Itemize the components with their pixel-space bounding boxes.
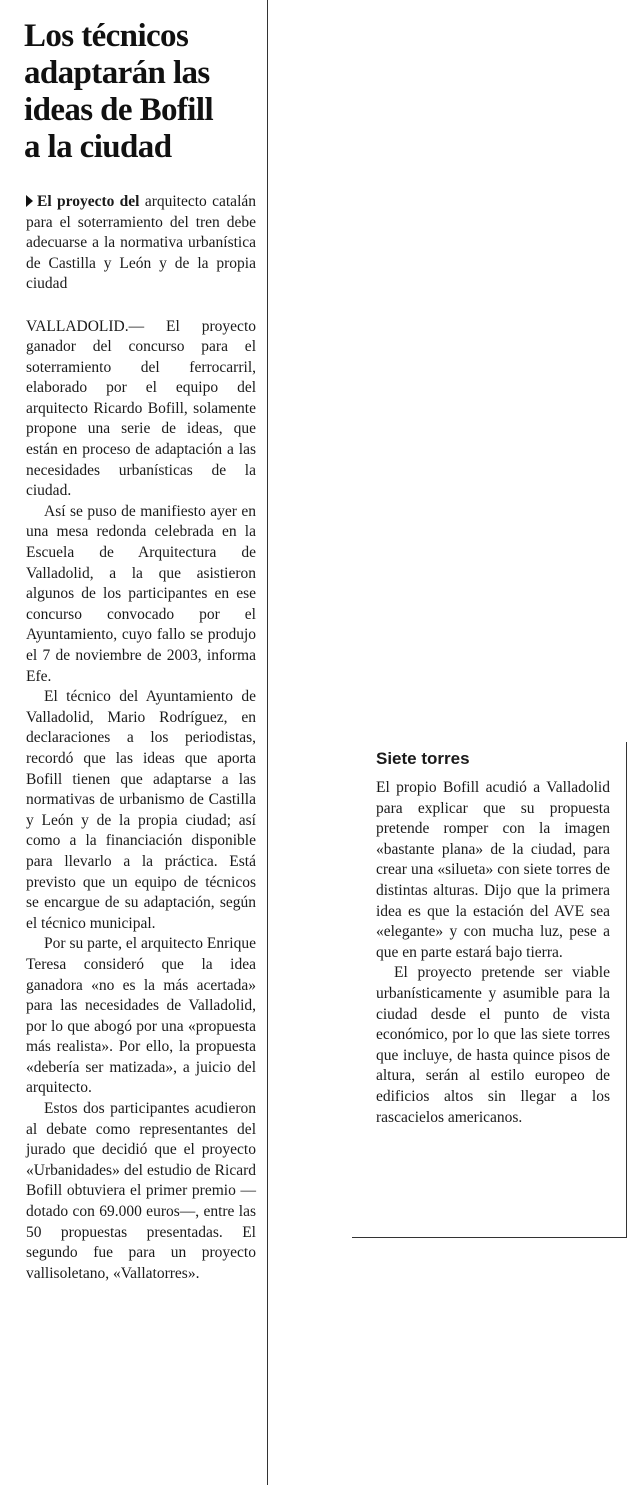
sidebar-paragraph: El proyecto pretende ser viable urbanísticamente y asumible para la ciudad desde el punto de vista económico, por lo que las siete torres que incluye, de hasta quince pisos de altura, serán al estilo europeo de edificios altos sin llegar a los rascacielos americanos.: [376, 964, 610, 1126]
subheadline: [26, 192, 256, 295]
subhead-text: arquitecto catalán para el soterramiento del tren debe adecuarse a la normativa urbanística de Castilla y León y de la propia ciudad: [26, 193, 256, 292]
headline-line: ideas de Bofill: [24, 92, 214, 128]
paragraph: Así se puso de manifiesto ayer en una mesa redonda celebrada en la Escuela de Arquitectura de Valladolid, a la que asistieron algunos de los participantes en ese concurso convocado por el Ayuntamiento, cuyo fallo se produjo el 7 de noviembre de 2003, informa Efe.: [26, 502, 256, 685]
column-divider: [267, 0, 268, 1485]
sidebar-box: [352, 742, 627, 1238]
subhead-lead: El proyecto del: [37, 193, 140, 210]
headline-line: Los técnicos: [24, 18, 189, 54]
sidebar-paragraph: El propio Bofill acudió a Valladolid para explicar que su propuesta pretende romper con la imagen «bastante plana» de la ciudad, para crear una «silueta» con siete torres de distintas alturas. Dijo que la primera idea es que la estación del AVE sea «elegante» y con mucha luz, pese a que en parte estará bajo tierra.: [376, 779, 610, 961]
headline-line: adaptarán las: [24, 55, 210, 91]
sidebar-body: [376, 778, 610, 1128]
paragraph: Por su parte, el arquitecto Enrique Teresa consideró que la idea ganadora «no es la más acertada» para las necesidades de Valladolid, por lo que abogó por una «propuesta más realista». Por ello, la propuesta «debería ser matizada», a juicio del arquitecto.: [26, 935, 256, 1097]
triangle-bullet-icon: [26, 195, 33, 207]
article-body: [26, 317, 256, 1285]
paragraph: Estos dos participantes acudieron al debate como representantes del jurado que decidió que el proyecto «Urbanidades» del estudio de Ricard Bofill obtuviera el primer premio —dotado con 69.000 euros—, entre las 50 propuestas presentadas. El segundo fue para un proyecto vallisoletano, «Vallatorres».: [26, 1100, 256, 1282]
main-article: [18, 12, 256, 1284]
paragraph: VALLADOLID.— El proyecto ganador del concurso para el soterramiento del ferrocarril, elaborado por el equipo del arquitecto Ricardo Bofill, solamente propone una serie de ideas, que están en proceso de adaptación a las necesidades urbanísticas de la ciudad.: [26, 317, 256, 500]
sidebar-title: Siete torres: [376, 749, 470, 768]
paragraph: El técnico del Ayuntamiento de Valladolid, Mario Rodríguez, en declaraciones a los periodistas, recordó que las ideas que aporta Bofill tienen que adaptarse a las normativas de urbanismo de Castilla y León y de la propia ciudad; así como a la financiación disponible para llevarlo a la práctica. Está previsto que un equipo de técnicos se encargue de su adaptación, según el técnico municipal.: [26, 688, 256, 932]
headline-line: a la ciudad: [24, 129, 172, 165]
headline: [24, 18, 256, 166]
